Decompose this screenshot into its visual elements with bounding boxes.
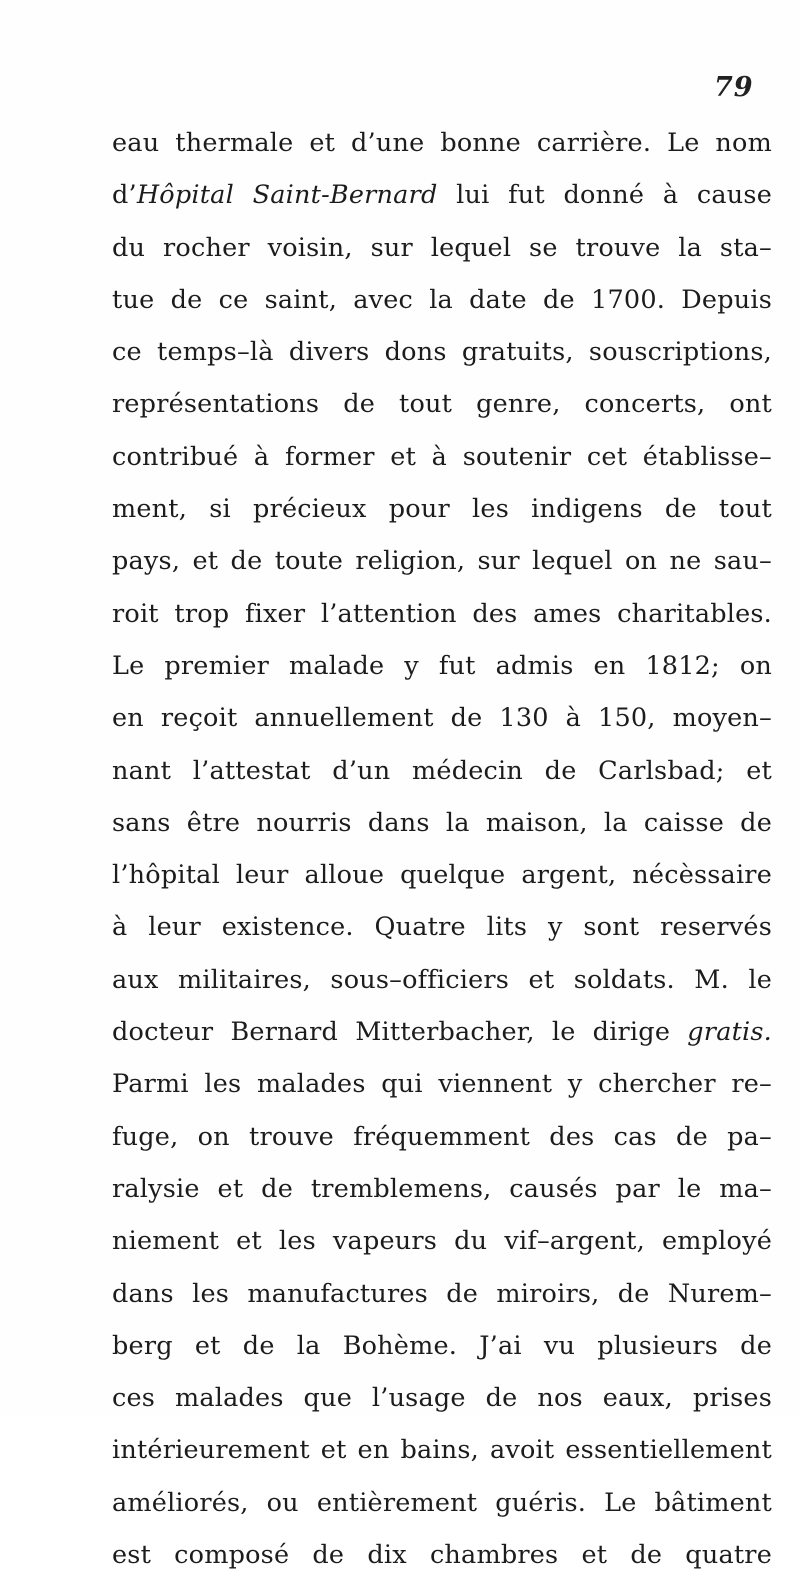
text-segment: lui fut donné à cause — [437, 180, 772, 211]
text-line — [112, 640, 772, 692]
text-line — [112, 1058, 772, 1110]
text-segment: d’ — [112, 180, 137, 211]
text-line — [112, 326, 772, 378]
text-line — [112, 274, 772, 326]
text-line — [112, 1320, 772, 1372]
text-segment: est composé de dix chambres et de quatre — [112, 1540, 772, 1571]
text-line — [112, 849, 772, 901]
text-segment: niement et les vapeurs du vif–argent, employé — [112, 1226, 772, 1257]
text-line — [112, 588, 772, 640]
text-line — [112, 483, 772, 535]
text-line — [112, 1477, 772, 1529]
text-segment: ment, si précieux pour les indigens de tout — [112, 494, 772, 525]
text-line — [112, 797, 772, 849]
italic-text: gratis. — [687, 1017, 772, 1048]
text-segment: à leur existence. Quatre lits y sont reservés — [112, 912, 772, 943]
text-line — [112, 378, 772, 430]
text-segment: eau thermale et d’une bonne carrière. Le nom — [112, 128, 772, 158]
text-line — [112, 954, 772, 1006]
text-line — [112, 1111, 772, 1163]
text-line — [112, 1529, 772, 1581]
text-segment: Le premier malade y fut admis en 1812; on — [112, 650, 772, 681]
text-line — [112, 1215, 772, 1267]
text-segment: sans être nourris dans la maison, la caisse de — [112, 807, 772, 838]
text-line — [112, 901, 772, 953]
text-segment: docteur Bernard Mitterbacher, le dirige — [112, 1017, 688, 1048]
text-line — [112, 692, 772, 744]
text-segment: représentations de tout genre, concerts, ont — [112, 389, 772, 420]
text-segment: ralysie et de tremblemens, causés par le ma– — [112, 1173, 772, 1204]
text-line — [112, 1268, 772, 1320]
text-segment: du rocher voisin, sur lequel se trouve la sta– — [112, 232, 772, 263]
text-segment: améliorés, ou entièrement guéris. Le bâtiment — [112, 1487, 772, 1518]
text-segment: roit trop fixer l’attention des ames charitables. — [112, 598, 772, 629]
text-line — [112, 1006, 772, 1058]
italic-text: Hôpital Saint-Bernard — [136, 180, 438, 211]
text-line — [112, 1163, 772, 1215]
page-number: 79 — [714, 72, 754, 103]
body-text — [112, 117, 772, 1581]
text-segment: en reçoit annuellement de 130 à 150, moyen– — [112, 703, 772, 734]
text-line — [112, 1424, 772, 1476]
text-line — [112, 431, 772, 483]
text-line — [112, 169, 772, 221]
text-segment: l’hôpital leur alloue quelque argent, nécèssaire — [112, 860, 772, 891]
text-segment: ce temps–là divers dons gratuits, souscriptions, — [112, 337, 772, 368]
text-segment: fuge, on trouve fréquemment des cas de pa– — [112, 1121, 772, 1152]
text-segment: Parmi les malades qui viennent y chercher re– — [112, 1069, 772, 1100]
text-segment: ces malades que l’usage de nos eaux, prises — [112, 1383, 772, 1414]
text-segment: dans les manufactures de miroirs, de Nurem– — [112, 1278, 772, 1309]
text-line — [112, 1372, 772, 1424]
text-segment: berg et de la Bohème. J’ai vu plusieurs de — [112, 1330, 772, 1361]
text-line — [112, 745, 772, 797]
text-line — [112, 222, 772, 274]
text-segment: pays, et de toute religion, sur lequel on ne sau– — [112, 546, 772, 577]
text-segment: contribué à former et à soutenir cet établisse– — [112, 441, 772, 472]
text-line — [112, 535, 772, 587]
text-line — [112, 117, 772, 169]
text-segment: tue de ce saint, avec la date de 1700. Depuis — [112, 284, 772, 315]
text-segment: aux militaires, sous–officiers et soldats. M. le — [112, 964, 772, 995]
text-segment: nant l’attestat d’un médecin de Carlsbad; et — [112, 755, 772, 786]
text-segment: intérieurement et en bains, avoit essentiellement — [112, 1435, 772, 1466]
